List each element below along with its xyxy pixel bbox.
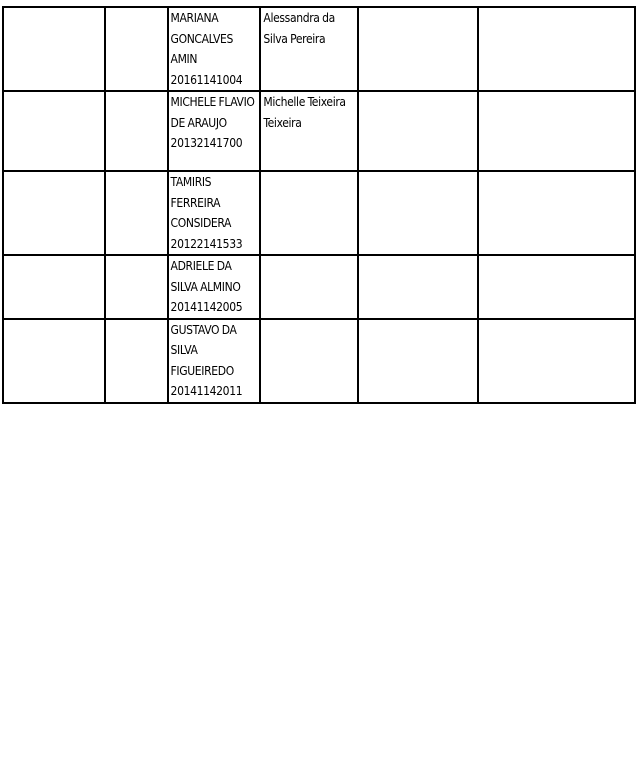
advisor-cell xyxy=(260,255,358,319)
empty-cell xyxy=(478,7,635,91)
table-row xyxy=(3,319,635,403)
student-id: 20141142011 xyxy=(170,384,243,398)
student-name-line: GUSTAVO DA xyxy=(170,322,237,337)
empty-cell xyxy=(105,91,168,171)
empty-cell xyxy=(105,171,168,255)
advisor-cell xyxy=(260,171,358,255)
advisor-name-line: Michelle Teixeira xyxy=(263,95,346,109)
empty-cell xyxy=(358,255,478,319)
student-cell xyxy=(168,7,261,91)
student-name-line: SILVA xyxy=(170,343,198,357)
empty-cell xyxy=(105,319,168,403)
student-id: 20161141004 xyxy=(170,72,243,87)
student-id: 20122141533 xyxy=(170,236,243,251)
student-id: 20141142005 xyxy=(170,300,243,314)
advisor-cell xyxy=(260,319,358,403)
student-name-line: ADRIELE DA xyxy=(170,259,232,273)
table-row xyxy=(3,91,635,171)
table-row xyxy=(3,7,635,91)
empty-cell xyxy=(3,255,105,319)
student-name-line: MARIANA xyxy=(170,11,219,25)
student-name-line: SILVA ALMINO xyxy=(170,279,241,294)
advisor-name-line: Silva Pereira xyxy=(263,31,326,46)
student-name-line: GONCALVES xyxy=(170,31,234,46)
empty-cell xyxy=(3,7,105,91)
table-row xyxy=(3,255,635,319)
empty-cell xyxy=(358,171,478,255)
student-name-line: MICHELE FLAVIO xyxy=(170,95,255,109)
student-name-line: TAMIRIS xyxy=(170,175,212,189)
empty-cell xyxy=(358,319,478,403)
empty-cell xyxy=(3,91,105,171)
empty-cell xyxy=(478,319,635,403)
table-row xyxy=(3,171,635,255)
student-name-line: DE ARAUJO xyxy=(170,115,227,130)
student-cell xyxy=(168,319,261,403)
empty-cell xyxy=(105,255,168,319)
empty-cell xyxy=(3,319,105,403)
student-name-line: CONSIDERA xyxy=(170,216,232,230)
student-cell xyxy=(168,171,261,255)
data-table xyxy=(2,6,636,404)
student-cell xyxy=(168,255,261,319)
empty-cell xyxy=(3,171,105,255)
student-id: 20132141700 xyxy=(170,136,243,150)
empty-cell xyxy=(358,7,478,91)
empty-cell xyxy=(105,7,168,91)
student-name-line: FIGUEIREDO xyxy=(170,363,234,378)
advisor-name-line: Alessandra da xyxy=(263,11,335,25)
student-name-line: FERREIRA xyxy=(170,195,221,210)
student-cell xyxy=(168,91,261,171)
advisor-cell xyxy=(260,7,358,91)
advisor-name-line: Teixeira xyxy=(263,115,302,130)
empty-cell xyxy=(478,255,635,319)
student-name-line: AMIN xyxy=(170,52,198,66)
empty-cell xyxy=(358,91,478,171)
advisor-cell xyxy=(260,91,358,171)
document-page xyxy=(2,6,636,398)
empty-cell xyxy=(478,171,635,255)
empty-cell xyxy=(478,91,635,171)
